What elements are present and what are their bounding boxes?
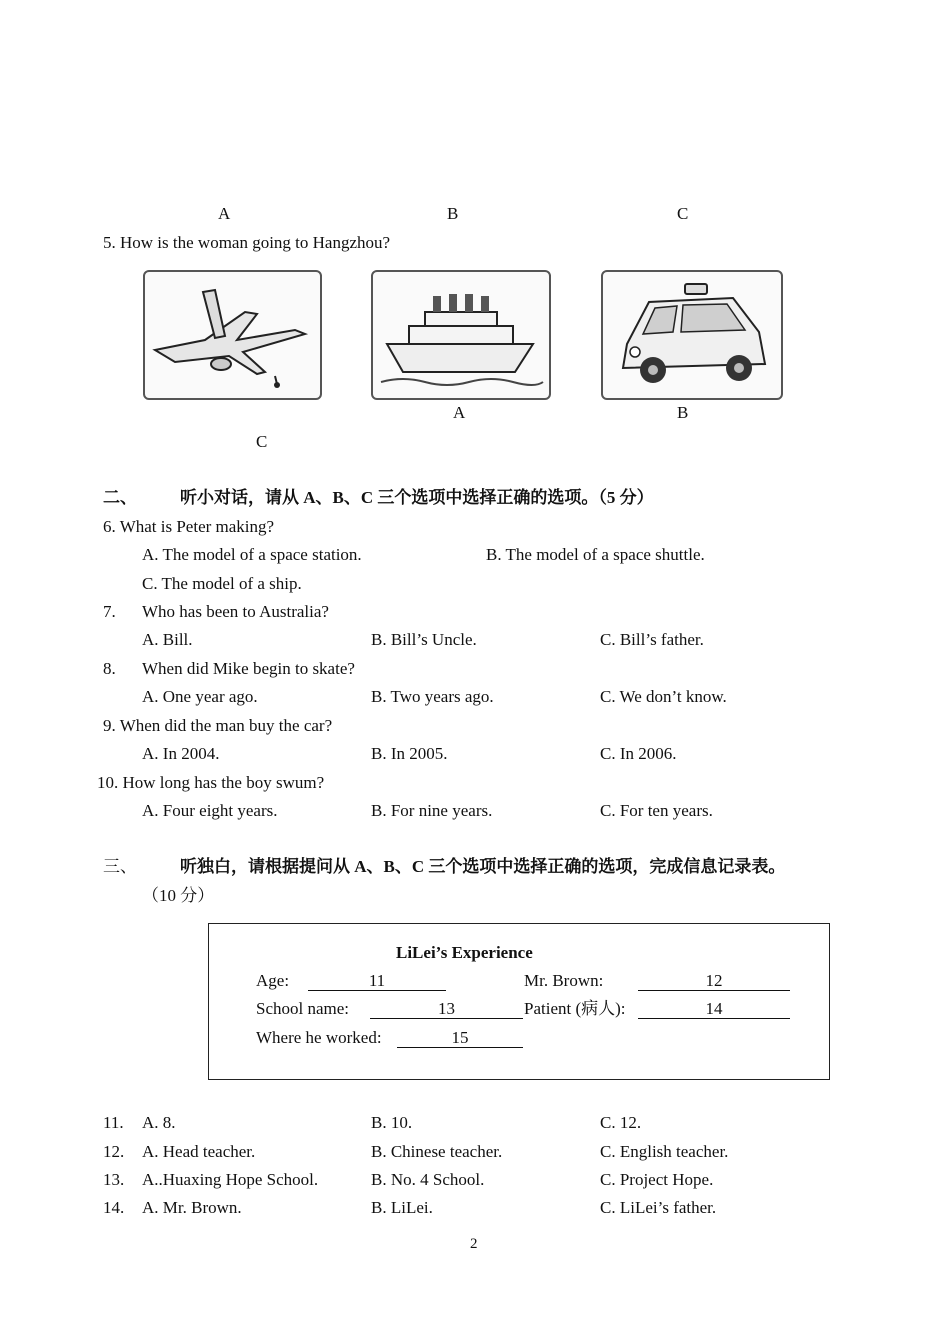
- airplane-icon: [145, 272, 320, 398]
- q6-option-b: B. The model of a space shuttle.: [486, 545, 705, 564]
- q14-option-c: C. LiLei’s father.: [600, 1198, 717, 1217]
- where-worked-blank[interactable]: [397, 1028, 523, 1048]
- q11-option-b: B. 10.: [371, 1113, 413, 1132]
- where-worked-blank-number: 15: [397, 1029, 523, 1048]
- q8-option-c: C. We don’t know.: [600, 687, 727, 706]
- age-label: Age:: [256, 971, 290, 990]
- section3-title: 听独白，请根据提问从 A、B、C 三个选项中选择正确的选项，完成信息记录表。: [180, 857, 786, 876]
- taxi-picture: [601, 270, 783, 400]
- mr-brown-blank[interactable]: [638, 971, 790, 991]
- q4-option-a: A: [218, 204, 231, 223]
- q9-option-c: C. In 2006.: [600, 744, 677, 763]
- q10-option-b: B. For nine years.: [371, 801, 493, 820]
- q8-question: When did Mike begin to skate?: [142, 659, 355, 678]
- school-name-label: School name:: [256, 999, 350, 1018]
- q10-option-a: A. Four eight years.: [142, 801, 278, 820]
- record-title: LiLei’s Experience: [396, 943, 533, 962]
- where-worked-label: Where he worked:: [256, 1028, 382, 1047]
- q5-label-a: A: [453, 403, 466, 422]
- q12-option-a: A. Head teacher.: [142, 1142, 256, 1161]
- q4-option-b: B: [447, 204, 459, 223]
- mr-brown-blank-number: 12: [638, 972, 790, 991]
- ship-icon: [373, 272, 549, 398]
- q13-option-c: C. Project Hope.: [600, 1170, 714, 1189]
- q5-question: 5. How is the woman going to Hangzhou?: [103, 233, 391, 252]
- q6-option-c: C. The model of a ship.: [142, 574, 302, 593]
- q10-option-c: C. For ten years.: [600, 801, 713, 820]
- q5-label-c: C: [256, 432, 268, 451]
- q8-option-a: A. One year ago.: [142, 687, 258, 706]
- school-name-blank[interactable]: [370, 999, 523, 1019]
- age-blank[interactable]: [308, 971, 446, 991]
- q13-option-b: B. No. 4 School.: [371, 1170, 485, 1189]
- taxi-icon: [603, 272, 781, 398]
- q8-number: 8.: [103, 659, 116, 678]
- q14-number: 14.: [103, 1198, 125, 1217]
- section2-number: 二、: [103, 488, 137, 507]
- patient-label: Patient (病人):: [524, 999, 626, 1018]
- q12-option-b: B. Chinese teacher.: [371, 1142, 503, 1161]
- q4-option-c: C: [677, 204, 689, 223]
- q8-option-b: B. Two years ago.: [371, 687, 494, 706]
- q14-option-a: A. Mr. Brown.: [142, 1198, 242, 1217]
- q11-option-c: C. 12.: [600, 1113, 642, 1132]
- q7-number: 7.: [103, 602, 116, 621]
- patient-blank[interactable]: [638, 999, 790, 1019]
- school-name-blank-number: 13: [370, 1000, 523, 1019]
- section2-title: 听小对话，请从 A、B、C 三个选项中选择正确的选项。（5 分）: [180, 488, 654, 507]
- q13-option-a: A..Huaxing Hope School.: [142, 1170, 319, 1189]
- q7-question: Who has been to Australia?: [142, 602, 329, 621]
- q6-question: 6. What is Peter making?: [103, 517, 275, 536]
- q12-option-c: C. English teacher.: [600, 1142, 729, 1161]
- q7-option-c: C. Bill’s father.: [600, 630, 704, 649]
- mr-brown-label: Mr. Brown:: [524, 971, 604, 990]
- q12-number: 12.: [103, 1142, 125, 1161]
- q9-option-b: B. In 2005.: [371, 744, 448, 763]
- section3-number: 三、: [103, 857, 137, 876]
- q7-option-a: A. Bill.: [142, 630, 193, 649]
- q14-option-b: B. LiLei.: [371, 1198, 433, 1217]
- q6-option-a: A. The model of a space station.: [142, 545, 362, 564]
- page-number: 2: [470, 1236, 478, 1252]
- q7-option-b: B. Bill’s Uncle.: [371, 630, 477, 649]
- q9-option-a: A. In 2004.: [142, 744, 220, 763]
- q13-number: 13.: [103, 1170, 125, 1189]
- airplane-picture: [143, 270, 322, 400]
- q10-question: 10. How long has the boy swum?: [97, 773, 325, 792]
- q11-number: 11.: [103, 1113, 124, 1132]
- patient-blank-number: 14: [638, 1000, 790, 1019]
- q5-label-b: B: [677, 403, 689, 422]
- section3-points: （10 分）: [142, 886, 215, 905]
- ship-picture: [371, 270, 551, 400]
- q11-option-a: A. 8.: [142, 1113, 176, 1132]
- age-blank-number: 11: [308, 972, 446, 991]
- q9-question: 9. When did the man buy the car?: [103, 716, 333, 735]
